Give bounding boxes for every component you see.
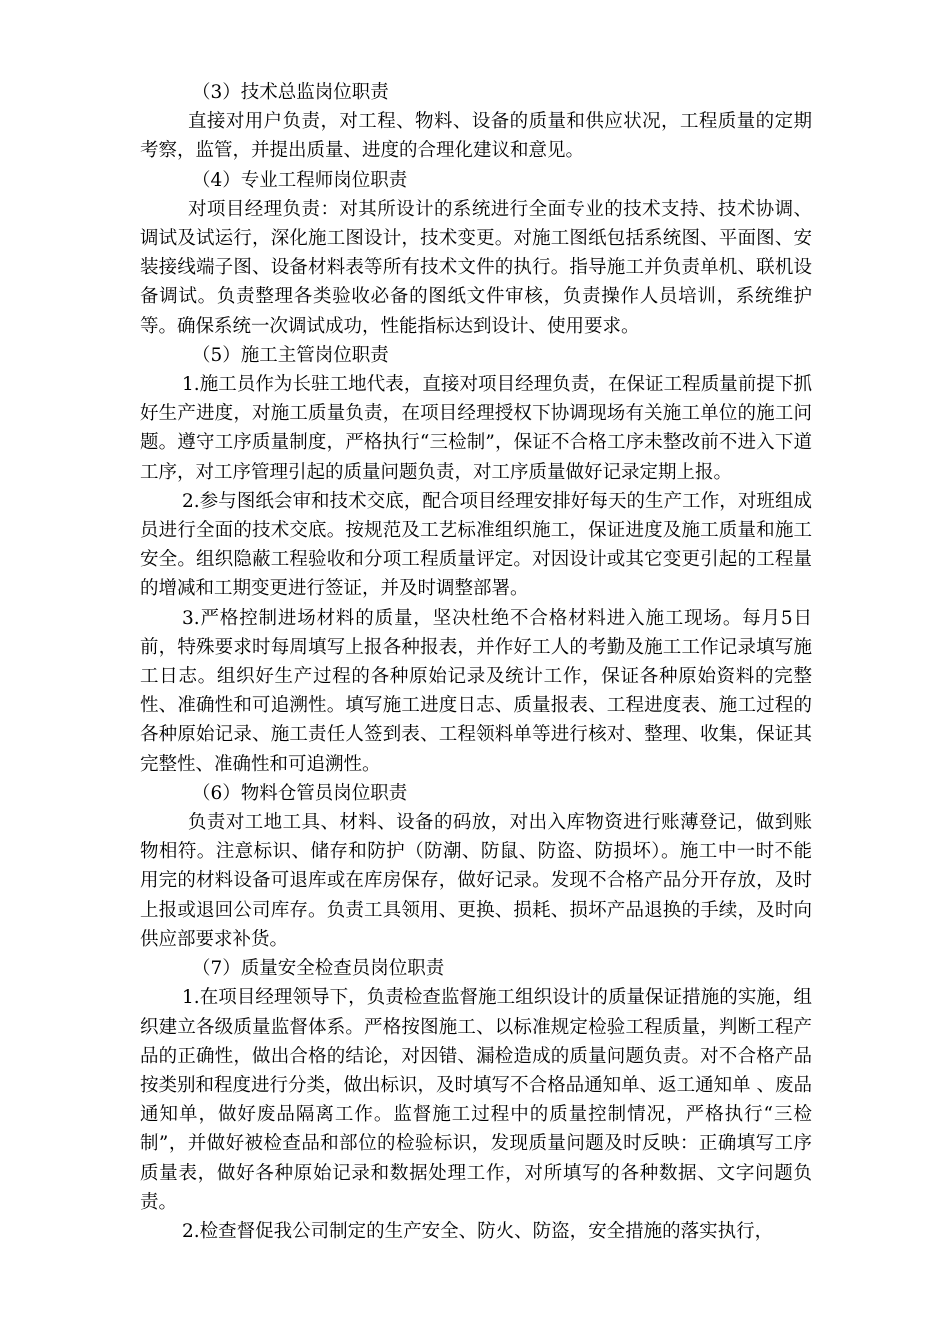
- paragraph: 1.在项目经理领导下，负责检查监督施工组织设计的质量保证措施的实施，组织建立各级质量监督体系。严格按图施工、以标准规定检验工程质量，判断工程产品的正确性，做出合格的结论，对因错、漏检造成的质量问题负责。对不合格产品按类别和程度进行分类，做出标识，及时填写不合格品通知单、返工通知单 、废品通知单，做好废品隔离工作。监督施工过程中的质量控制情况，严格执行“三检制”，并做好被检查品和部位的检验标识，发现质量问题及时反映：正确填写工序质量表，做好各种原始记录和数据处理工作，对所填写的各种数据、文字问题负责。: [140, 987, 812, 1213]
- section-heading: （4）专业工程师岗位职责: [192, 169, 408, 191]
- paragraph: 1.施工员作为长驻工地代表，直接对项目经理负责，在保证工程质量前提下抓好生产进度，对施工质量负责，在项目经理授权下协调现场有关施工单位的施工问题。遵守工序质量制度，严格执行“三检制”，保证不合格工序未整改前不进入下道工序，对工序管理引起的质量问题负责，对工序质量做好记录定期上报。: [140, 374, 812, 483]
- section-heading: （7）质量安全检查员岗位职责: [192, 958, 445, 980]
- paragraph: 2.参与图纸会审和技术交底，配合项目经理安排好每天的生产工作，对班组成员进行全面的技术交底。按规范及工艺标准组织施工，保证进度及施工质量和施工安全。组织隐蔽工程验收和分项工程质量评定。对因设计或其它变更引起的工程量的增减和工期变更进行签证，并及时调整部署。: [140, 490, 812, 600]
- section-heading: （6）物料仓管员岗位职责: [192, 782, 408, 804]
- section-heading: （5）施工主管岗位职责: [192, 344, 389, 366]
- section-heading: （3）技术总监岗位职责: [192, 82, 389, 103]
- paragraph: 2.检查督促我公司制定的生产安全、防火、防盗，安全措施的落实执行，: [182, 1220, 774, 1242]
- paragraph: 负责对工地工具、材料、设备的码放，对出入库物资进行账薄登记，做到账物相符。注意标识、储存和防护（防潮、防鼠、防盗、防损坏）。施工中一时不能用完的材料设备可退库或在库房保存，做好记录。发现不合格产品分开存放，及时上报或退回公司库存。负责工具领用、更换、损耗、损坏产品退换的手续，及时向供应部要求补货。: [140, 812, 812, 950]
- paragraph: 3.严格控制进场材料的质量，坚决杜绝不合格材料进入施工现场。每月5日前，特殊要求时每周填写上报各种报表，并作好工人的考勤及施工工作记录填写施工日志。组织好生产过程的各种原始记录及统计工作，保证各种原始资料的完整性、准确性和可追溯性。填写施工进度日志、质量报表、工程进度表、施工过程的各种原始记录、施工责任人签到表、工程领料单等进行核对、整理、收集，保证其完整性、准确性和可追溯性。: [140, 607, 812, 775]
- paragraph: 对项目经理负责：对其所设计的系统进行全面专业的技术支持、技术协调、调试及试运行，深化施工图设计，技术变更。对施工图纸包括系统图、平面图、安装接线端子图、设备材料表等所有技术文件的执行。指导施工并负责单机、联机设备调试。负责整理各类验收必备的图纸文件审核，负责操作人员培训，系统维护等。确保系统一次调试成功，性能指标达到设计、使用要求。: [140, 198, 812, 337]
- document-page: [140, 78, 812, 1246]
- paragraph: 直接对用户负责，对工程、物料、设备的质量和供应状况，工程质量的定期考察，监管，并提出质量、进度的合理化建议和意见。: [140, 111, 812, 162]
